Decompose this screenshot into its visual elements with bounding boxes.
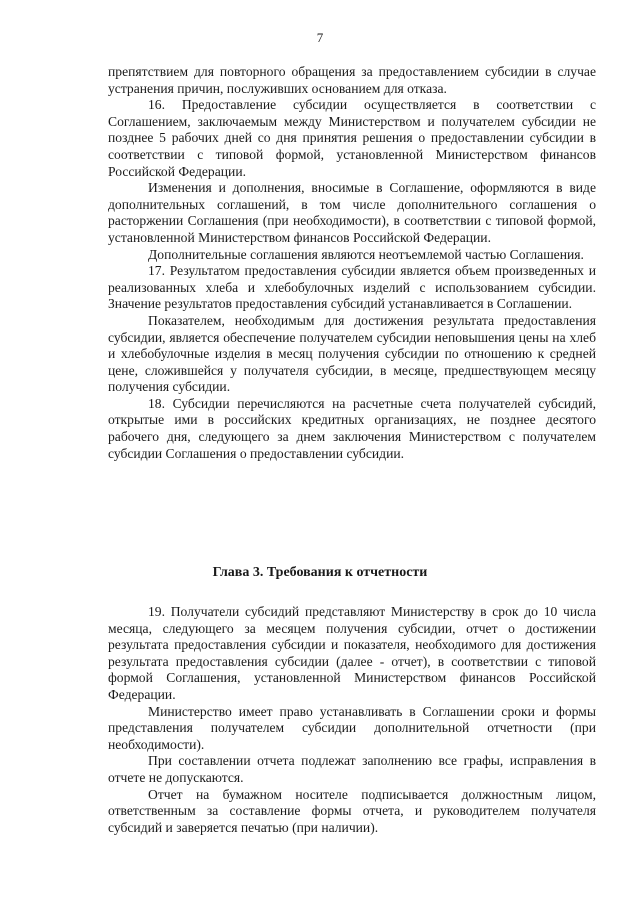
paragraph: препятствием для повторного обращения за предоставлением субсидии в случае устранения причин, послуживших основанием для отказа. (108, 64, 596, 96)
paragraph-17: 17. Результатом предоставления субсидии является объем произведенных и реализованных хлеба и хлебобулочных изделий с использованием субсидии. Значение результатов предоставления субсидий устанавливается в Соглашении. (108, 263, 596, 312)
paragraph: При составлении отчета подлежат заполнению все графы, исправления в отчете не допускаются. (108, 753, 596, 785)
paragraph: Дополнительные соглашения являются неотъемлемой частью Соглашения. (148, 246, 584, 262)
paragraph-16: 16. Предоставление субсидии осуществляется в соответствии с Соглашением, заключаемым между Министерством и получателем субсидии не позднее 5 рабочих дней со дня принятия решения о предоставлении субсидии в соответствии с типовой формой, установленной Министерством финансов Российской Федерации. (108, 97, 596, 179)
paragraph: Изменения и дополнения, вносимые в Соглашение, оформляются в виде дополнительных соглашений, в том числе дополнительного соглашения о расторжении Соглашения (при необходимости), в соответствии с типовой формой, установленной Министерством финансов Российской Федерации. (108, 180, 596, 245)
paragraph-19: 19. Получатели субсидий представляют Министерству в срок до 10 числа месяца, следующего за месяцем получения субсидии, отчет о достижении результата предоставления субсидии и показателя, необходимого для достижения результата предоставления субсидии (далее - отчет), в соответствии с типовой формой Соглашения, установленной Министерством финансов Российской Федерации. (108, 604, 596, 702)
paragraph-18: 18. Субсидии перечисляются на расчетные счета получателей субсидий, открытые ими в российских кредитных организациях, не позднее десятого рабочего дня, следующего за днем заключения Министерством с получателем субсидии Соглашения о предоставлении субсидии. (108, 395, 596, 461)
paragraph: Министерство имеет право устанавливать в Соглашении сроки и формы представления получателем субсидии дополнительной отчетности (при необходимости). (108, 703, 596, 752)
chapter-heading: Глава 3. Требования к отчетности (212, 565, 428, 580)
paragraph: Показателем, необходимым для достижения результата предоставления субсидии, является обеспечение получателем субсидии неповышения цены на хлеб и хлебобулочные изделия в месяц получения субсидии по отношению к средней цене, сложившейся у получателя субсидии, в месяце, предшествующем месяцу получения субсидии. (108, 312, 596, 395)
paragraph: Отчет на бумажном носителе подписывается должностным лицом, ответственным за составление формы отчета, и руководителем получателя субсидий и заверяется печатью (при наличии). (108, 786, 596, 835)
page-number: 7 (316, 30, 324, 45)
section-body-2 (108, 604, 596, 836)
section-body-1 (108, 64, 596, 462)
